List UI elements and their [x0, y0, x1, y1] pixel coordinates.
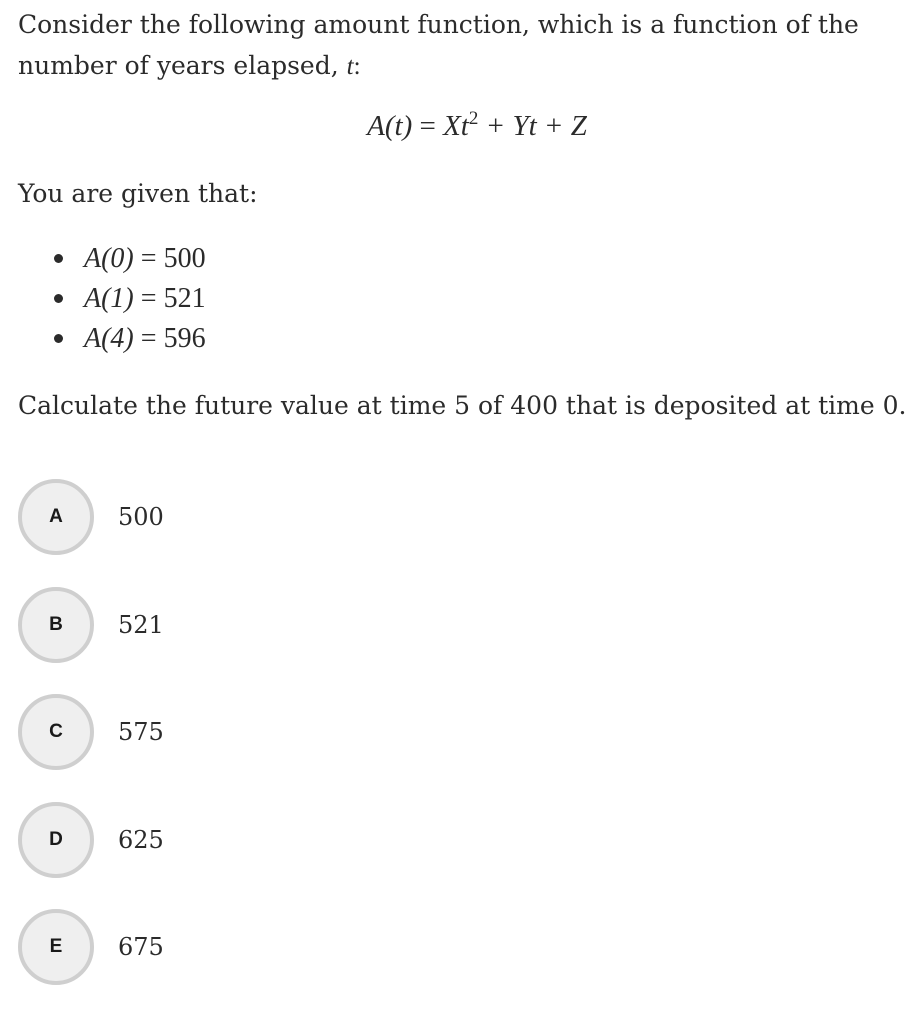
choice-letter-badge[interactable]: E [18, 909, 94, 985]
choice-e[interactable] [18, 909, 898, 1017]
equation-term-y: + Yt [485, 110, 537, 142]
choice-letter-badge[interactable]: B [18, 587, 94, 663]
choice-a[interactable] [18, 479, 898, 587]
given-list [18, 238, 206, 358]
choice-b[interactable] [18, 587, 898, 695]
choice-c[interactable] [18, 694, 898, 802]
choice-letter-badge[interactable]: D [18, 802, 94, 878]
given-fn: A(0) [84, 243, 134, 274]
given-value: 596 [163, 323, 206, 354]
intro-text: Consider the following amount function, which is a function of the number of years elapsed, [18, 10, 859, 80]
bullet-icon [54, 334, 63, 343]
given-item [18, 318, 206, 358]
given-eq: = [140, 283, 157, 314]
choice-d[interactable] [18, 802, 898, 910]
given-value: 521 [163, 283, 206, 314]
choice-text[interactable]: 675 [118, 933, 164, 961]
equation-exponent: 2 [468, 108, 479, 129]
given-eq: = [140, 243, 157, 274]
equation-lhs: A(t) [367, 110, 413, 142]
given-label: You are given that: [18, 179, 258, 208]
choice-text[interactable]: 500 [118, 503, 164, 531]
given-item [18, 238, 206, 278]
given-fn: A(1) [84, 283, 134, 314]
amount-function-equation [18, 106, 908, 146]
question-block [18, 0, 908, 420]
choice-text[interactable]: 575 [118, 718, 164, 746]
choice-letter-badge[interactable]: C [18, 694, 94, 770]
equation-term-x: Xt [443, 110, 469, 142]
intro-variable: t [346, 53, 354, 80]
question-intro [18, 0, 908, 87]
intro-suffix: : [353, 53, 361, 80]
given-item [18, 278, 206, 318]
given-fn: A(4) [84, 323, 134, 354]
choice-text[interactable]: 625 [118, 825, 164, 854]
given-eq: = [140, 323, 157, 354]
question-prompt: Calculate the future value at time 5 of 400 that is deposited at time 0. [18, 391, 907, 420]
bullet-icon [54, 254, 63, 263]
given-value: 500 [163, 243, 206, 274]
bullet-icon [54, 294, 63, 303]
choice-letter-badge[interactable]: A [18, 479, 94, 555]
equation-term-z: + Z [543, 110, 587, 142]
choice-text[interactable]: 521 [118, 610, 164, 639]
answer-choices [18, 479, 898, 1017]
equation-equals: = [419, 110, 436, 142]
